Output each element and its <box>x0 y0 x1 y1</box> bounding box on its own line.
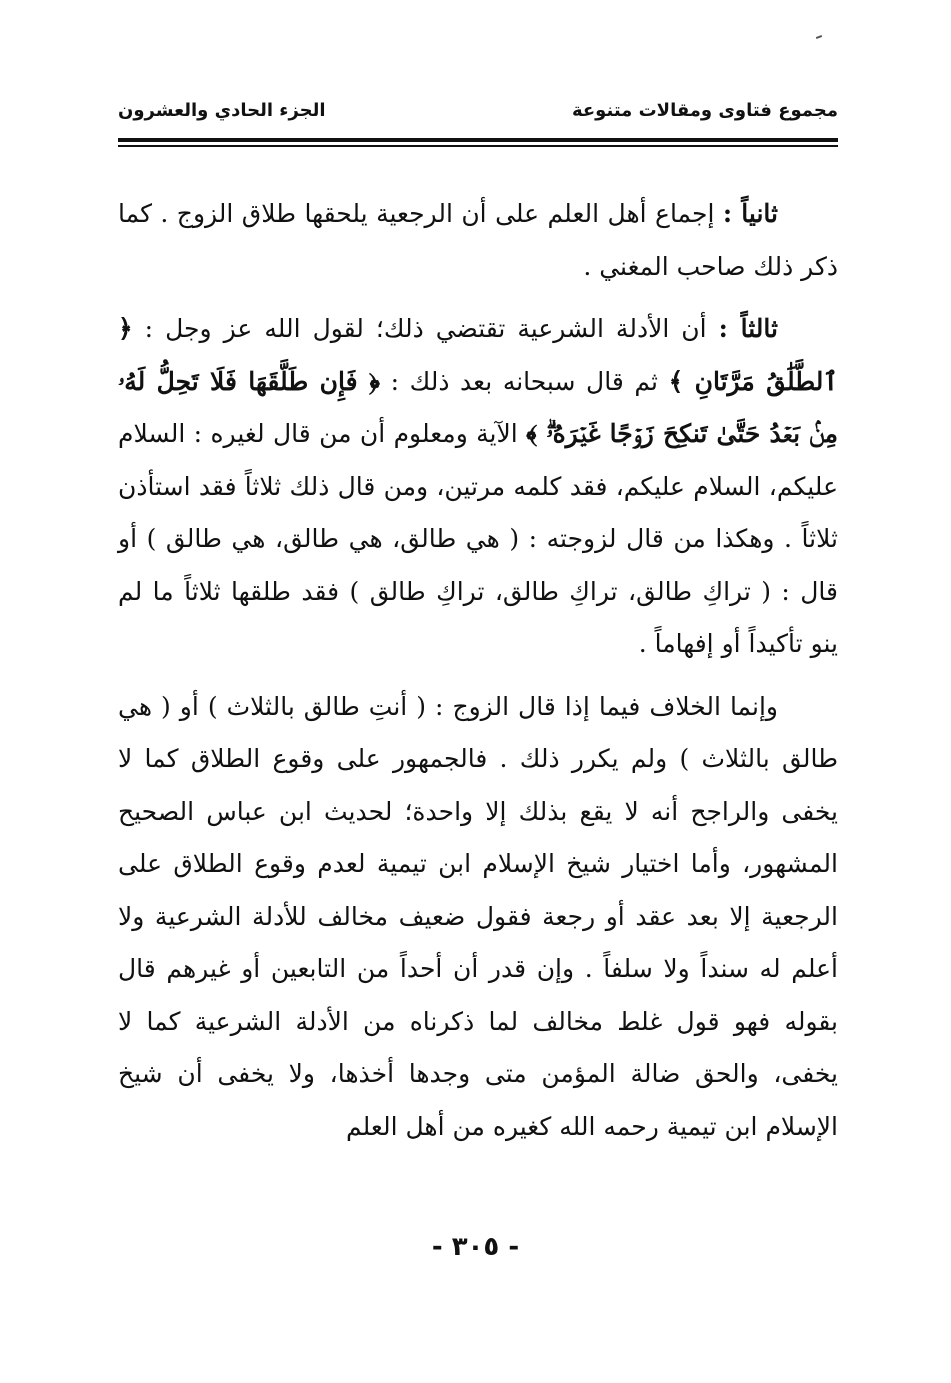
book-title: مجموع فتاوى ومقالات متنوعة <box>571 100 838 121</box>
paragraph-text: إجماع أهل العلم على أن الرجعية يلحقها طلاق الزوج . كما ذكر ذلك صاحب المغني . <box>118 199 838 281</box>
paragraph-second <box>118 188 838 293</box>
paragraph-text: ثم قال سبحانه بعد ذلك : <box>379 366 669 396</box>
paragraph-text: وإنما الخلاف فيما إذا قال الزوج : ( أنتِ طالق بالثلاث ) أو ( هي طالق بالثلاث ) ولم يكرر ذلك . فالجمهور على وقوع الطلاق كما لا يخفى والراجح أنه لا يقع بذلك إلا واحدة؛ لحديث ابن عباس الصحيح المشهور، وأما اختيار شيخ الإسلام ابن تيمية لعدم وقوع الطلاق على الرجعية إلا بعد عقد أو رجعة فقول ضعيف مخالف للأدلة الشرعية ولا أعلم له سنداً ولا سلفاً . وإن قدر أن أحداً من التابعين أو غيرهم قال بقوله فهو قول غلط مخالف لما ذكرناه من الأدلة الشرعية كما لا يخفى، والحق ضالة المؤمن متى وجدها أخذها، ولا يخفى أن شيخ الإسلام ابن تيمية رحمه الله كغيره من أهل العلم <box>118 691 838 1141</box>
paragraph-third <box>118 303 838 671</box>
paragraph-text: الآية ومعلوم أن من قال لغيره : السلام عليكم، السلام عليكم، فقد كلمه مرتين، ومن قال ذلك ثلاثاً فقد استأذن ثلاثاً . وهكذا من قال لزوجته : ( هي طالق، هي طالق، هي طالق ) أو قال : ( تراكِ طالق، تراكِ طالق، تراكِ طالق ) فقد طلقها ثلاثاً ما لم ينو تأكيداً أو إفهاماً . <box>118 419 838 658</box>
header-rule-thick <box>118 138 838 142</box>
volume-label: الجزء الحادي والعشرون <box>118 100 326 121</box>
running-header <box>118 96 838 136</box>
scan-speck <box>816 35 822 39</box>
paragraph-label: ثانياً : <box>722 199 778 228</box>
page-number: - ٣٠٥ - <box>431 1232 520 1262</box>
body-text <box>118 188 838 1153</box>
paragraph-text: أن الأدلة الشرعية تقتضي ذلك؛ لقول الله عز وجل : <box>132 314 719 343</box>
quran-verse: ﴿ فَإِن طَلَّقَهَا فَلَا تَحِلُّ لَهُۥ مِنۢ بَعۡدُ حَتَّىٰ تَنكِحَ زَوۡجًا غَيۡرَهُۥۗ ﴾ <box>118 366 838 448</box>
paragraph-label: ثالثاً : <box>718 314 778 343</box>
quran-verse: ﴿ ٱلطَّلَٰقُ مَرَّتَانِ ﴾ <box>118 314 838 396</box>
header-rule-thin <box>118 145 838 147</box>
paragraph-disagreement <box>118 681 838 1154</box>
